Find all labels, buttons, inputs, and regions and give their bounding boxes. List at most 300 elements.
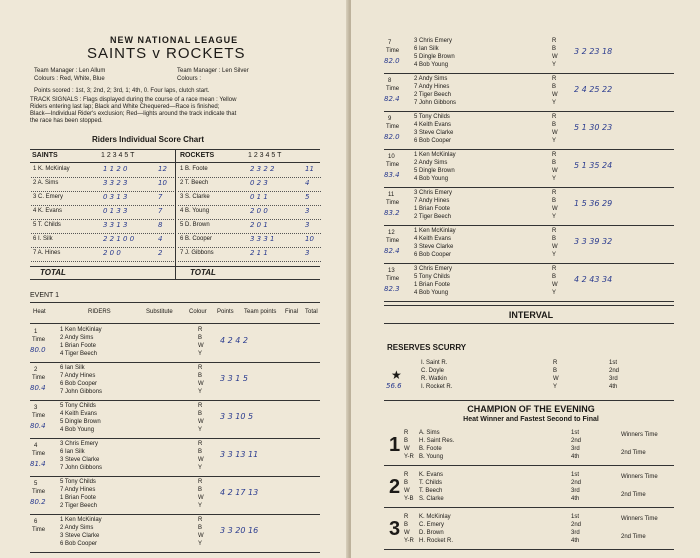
heat-rider: 5 Tony Childs xyxy=(60,403,96,409)
heat-time: 81.4 xyxy=(30,460,46,468)
reserve-rider: C. Doyle xyxy=(421,368,445,374)
rider-total: 3 xyxy=(305,221,310,229)
heat-points: 3 3 1 5 xyxy=(220,374,248,383)
row-rule xyxy=(31,205,174,206)
header-final: Final xyxy=(285,309,299,315)
champ-colour: B xyxy=(404,438,409,444)
reserve-place: 4th xyxy=(609,384,618,390)
heat-time-label: Time xyxy=(386,238,400,244)
heat-time-label: Time xyxy=(32,413,46,419)
rider-total: 5 xyxy=(305,193,310,201)
heat-colour: Y xyxy=(198,465,203,471)
rider-total: 3 xyxy=(305,207,310,215)
heat-time-label: Time xyxy=(386,200,400,206)
rider-total: 3 xyxy=(305,249,310,257)
signals-line-1: TRACK SIGNALS : Flags displayed during the course of a race mean : Yellow xyxy=(30,97,237,103)
champ-place: 4th xyxy=(571,538,580,544)
heat-rider: 5 Tony Childs xyxy=(60,479,96,485)
league-title: NEW NATIONAL LEAGUE xyxy=(110,35,239,45)
heat-points: 5 1 35 24 xyxy=(574,161,613,170)
heat-time: 82.0 xyxy=(384,57,400,65)
heat-rider: 1 Ken McKinlay xyxy=(60,517,102,523)
heat-rider: 7 Andy Hines xyxy=(60,373,96,379)
heat-colour: B xyxy=(552,236,557,242)
heat-rider: 6 Bob Cooper xyxy=(60,541,98,547)
rider-scores: 0 3 1 3 xyxy=(103,193,128,201)
champ-place: 1st xyxy=(571,514,580,520)
heat-number: 12 xyxy=(388,230,395,236)
fixture-title: SAINTS v ROCKETS xyxy=(87,45,246,62)
heat-rider: 3 Steve Clarke xyxy=(60,457,100,463)
heat-number: 3 xyxy=(34,405,38,411)
champ-rule xyxy=(384,549,674,550)
heat-rider: 5 Tony Childs xyxy=(414,114,450,120)
heat-time: 80.0 xyxy=(30,346,46,354)
heat-time: 82.3 xyxy=(384,285,400,293)
champ-rule xyxy=(384,465,674,466)
row-rule xyxy=(178,191,321,192)
heat-colour: R xyxy=(552,190,557,196)
heat-points: 3 3 10 5 xyxy=(220,412,254,421)
champion-subtitle: Heat Winner and Fastest Second to Final xyxy=(463,416,599,423)
saints-label: SAINTS xyxy=(32,152,58,159)
heat-colour: W xyxy=(198,495,204,501)
heat-rider: 5 Tony Childs xyxy=(414,274,450,280)
heat-rider: 7 John Gibbons xyxy=(60,389,103,395)
heat-points: 3 3 13 11 xyxy=(220,450,259,459)
champ-rider: C. Emery xyxy=(419,522,445,528)
heat-rider: 1 Ken McKinlay xyxy=(414,228,456,234)
signals-line-2: Riders entering last lap; Black and White Chequered—Race is finished; xyxy=(30,104,220,110)
away-manager: Team Manager : Len Silver xyxy=(177,68,249,74)
rider-name: 7 J. Gibbons xyxy=(180,250,214,256)
heat-colour: R xyxy=(198,365,203,371)
rider-total: 2 xyxy=(158,249,163,257)
heat-rule xyxy=(30,514,320,515)
rider-name: 5 T. Childs xyxy=(33,222,61,228)
heat-rider: 4 Keith Evans xyxy=(60,411,98,417)
rider-scores: 3 3 3 1 xyxy=(250,235,275,243)
second-time-label: 2nd Time xyxy=(621,492,646,498)
heat-time-label: Time xyxy=(32,375,46,381)
champ-rider: B. Foote xyxy=(419,446,442,452)
heat-colour: R xyxy=(198,403,203,409)
reserve-rider: I. Saint R. xyxy=(421,360,448,366)
champ-rider: T. Beech xyxy=(419,488,443,494)
champ-place: 2nd xyxy=(571,438,582,444)
row-rule xyxy=(31,247,174,248)
heat-rider: 4 Keith Evans xyxy=(414,122,452,128)
heat-rider: 2 Tiger Beech xyxy=(414,92,452,98)
rider-scores: 2 1 1 xyxy=(250,249,268,257)
heat-number: 13 xyxy=(388,268,395,274)
champ-place: 3rd xyxy=(571,530,580,536)
heat-colour: Y xyxy=(198,503,203,509)
heat-colour: W xyxy=(552,130,558,136)
heat-time-label: Time xyxy=(386,86,400,92)
heat-rule xyxy=(30,438,320,439)
second-time-label: 2nd Time xyxy=(621,534,646,540)
heat-colour: R xyxy=(552,38,557,44)
heat-time: 80.2 xyxy=(30,498,46,506)
heat-rider: 2 Andy Sims xyxy=(414,160,448,166)
second-time-label: 2nd Time xyxy=(621,450,646,456)
champ-place: 2nd xyxy=(571,480,582,486)
event-top-rule xyxy=(30,302,320,303)
champ-place: 2nd xyxy=(571,522,582,528)
winners-time-label: Winners Time xyxy=(621,516,658,522)
champ-heat-number: 3 xyxy=(389,518,401,540)
row-rule xyxy=(178,205,321,206)
chart-divider xyxy=(175,149,176,279)
heat-number: 10 xyxy=(388,154,395,160)
heat-number: 9 xyxy=(388,116,392,122)
heat-colour: Y xyxy=(552,62,557,68)
saints-total-label: TOTAL xyxy=(40,268,66,277)
rider-total: 4 xyxy=(305,179,310,187)
heat-points: 1 5 36 29 xyxy=(574,199,613,208)
rider-name: 5 D. Brown xyxy=(180,222,210,228)
heat-number: 8 xyxy=(388,78,392,84)
left-page xyxy=(0,0,349,558)
row-rule xyxy=(31,233,174,234)
heat-points: 3 3 39 32 xyxy=(574,237,613,246)
heat-colour: Y xyxy=(552,214,557,220)
heat-rider: 7 Andy Hines xyxy=(60,487,96,493)
heat-colour: W xyxy=(198,381,204,387)
heat-rider: 5 Dingle Brown xyxy=(60,419,101,425)
champ-colour: Y-B xyxy=(404,496,414,502)
heat-colour: W xyxy=(552,244,558,250)
heat-rider: 4 Bob Young xyxy=(414,176,449,182)
heat-colour: B xyxy=(552,122,557,128)
heat-rider: 7 John Gibbons xyxy=(60,465,103,471)
champ-place: 1st xyxy=(571,472,580,478)
rider-scores: 2 3 2 2 xyxy=(250,165,275,173)
heat-points: 2 4 25 22 xyxy=(574,85,613,94)
heat-rider: 7 John Gibbons xyxy=(414,100,457,106)
heat-rider: 2 Andy Sims xyxy=(60,525,94,531)
champ-place: 3rd xyxy=(571,446,580,452)
champ-colour: W xyxy=(404,488,410,494)
champ-rider: T. Childs xyxy=(419,480,443,486)
heat-number: 7 xyxy=(388,40,392,46)
heat-time: 82.0 xyxy=(384,133,400,141)
heat-colour: W xyxy=(552,282,558,288)
rider-total: 8 xyxy=(158,221,163,229)
heat-rider: 6 Bob Cooper xyxy=(414,138,452,144)
heat-colour: W xyxy=(198,457,204,463)
heat-colour: Y xyxy=(552,252,557,258)
heat-colour: W xyxy=(552,168,558,174)
heat-colour: R xyxy=(552,266,557,272)
heat-number: 4 xyxy=(34,443,38,449)
heat-colour: W xyxy=(552,92,558,98)
heat-time-label: Time xyxy=(386,162,400,168)
rider-scores: 2 0 0 xyxy=(250,207,268,215)
heat-rule xyxy=(30,476,320,477)
header-team-points: Team points xyxy=(244,309,277,315)
interval-top-rule xyxy=(384,305,674,306)
rider-name: 6 B. Cooper xyxy=(180,236,213,242)
rider-total: 11 xyxy=(305,165,314,173)
row-rule xyxy=(178,247,321,248)
heat-rider: 2 Andy Sims xyxy=(414,76,448,82)
heat-rider: 3 Steve Clarke xyxy=(60,533,100,539)
rider-name: 1 K. McKinlay xyxy=(33,166,70,172)
heat-rider: 6 Ian Silk xyxy=(414,46,439,52)
rider-scores: 0 1 1 xyxy=(250,193,268,201)
heat-rider: 4 Bob Young xyxy=(414,290,449,296)
interval-title: INTERVAL xyxy=(508,310,554,320)
heat-rider: 4 Tiger Beech xyxy=(60,351,98,357)
champ-colour: R xyxy=(404,472,409,478)
heat-colour: W xyxy=(198,419,204,425)
champ-heat-number: 2 xyxy=(389,476,401,498)
heat-rider: 5 Dingle Brown xyxy=(414,54,455,60)
heat-colour: B xyxy=(552,46,557,52)
rider-name: 3 C. Emery xyxy=(33,194,64,200)
rider-scores: 1 1 2 0 xyxy=(103,165,128,173)
heat-number: 1 xyxy=(34,329,38,335)
heat-colour: B xyxy=(552,160,557,166)
row-rule xyxy=(31,219,174,220)
heat-colour: B xyxy=(552,274,557,280)
rider-scores: 0 2 3 xyxy=(250,179,268,187)
heat-time-label: Time xyxy=(386,124,400,130)
rider-scores: 2 0 0 xyxy=(103,249,121,257)
header-heat: Heat xyxy=(33,309,46,315)
heat-rider: 1 Brian Foote xyxy=(60,343,97,349)
heat-time-label: Time xyxy=(386,276,400,282)
rockets-cols: 1 2 3 4 5 T xyxy=(248,152,282,159)
champ-rider: K. Evans xyxy=(419,472,444,478)
heat-rule xyxy=(384,149,674,150)
heat-points: 4 2 4 2 xyxy=(220,336,248,345)
header-total: Total xyxy=(305,309,318,315)
heat-time: 82.4 xyxy=(384,95,400,103)
heat-colour: Y xyxy=(198,389,203,395)
heat-points: 3 2 23 18 xyxy=(574,47,613,56)
heat-rider: 3 Steve Clarke xyxy=(414,244,454,250)
total-rule xyxy=(30,266,320,267)
rider-name: 4 K. Evans xyxy=(33,208,63,214)
rider-total: 12 xyxy=(158,165,167,173)
heat-points: 3 3 20 16 xyxy=(220,526,259,535)
heat-colour: Y xyxy=(198,541,203,547)
heat-colour: Y xyxy=(552,176,557,182)
header-substitute: Substitute xyxy=(146,309,173,315)
saints-cols: 1 2 3 4 5 T xyxy=(101,152,135,159)
away-colours: Colours : xyxy=(177,76,202,82)
star-icon: ★ xyxy=(391,368,402,382)
heat-time-label: Time xyxy=(32,451,46,457)
heat-time: 83.2 xyxy=(384,209,400,217)
champ-rider: B. Young xyxy=(419,454,444,460)
heat-rider: 3 Chris Emery xyxy=(414,266,453,272)
rider-scores: 2 2 1 0 0 xyxy=(103,235,135,243)
rider-total: 7 xyxy=(158,207,163,215)
row-rule xyxy=(178,261,321,262)
signals-line-3: Black—Individual Rider's exclusion; Red—lights around the track indicate that xyxy=(30,111,237,117)
rider-scores: 3 3 2 3 xyxy=(103,179,128,187)
heat-colour: R xyxy=(198,479,203,485)
heat-number: 2 xyxy=(34,367,38,373)
heat-colour: Y xyxy=(198,351,203,357)
rider-name: 7 A. Hines xyxy=(33,250,61,256)
champ-colour: W xyxy=(404,530,410,536)
rider-name: 1 B. Foote xyxy=(180,166,208,172)
heat-time: 83.4 xyxy=(384,171,400,179)
heat-rider: 6 Ian Silk xyxy=(60,365,85,371)
heat-colour: R xyxy=(198,327,203,333)
rockets-total-label: TOTAL xyxy=(190,268,216,277)
heat-rider: 4 Bob Young xyxy=(60,427,95,433)
heat-colour: Y xyxy=(552,138,557,144)
champ-rider: A. Sims xyxy=(419,430,440,436)
heat-colour: W xyxy=(198,533,204,539)
champ-rider: S. Clarke xyxy=(419,496,444,502)
home-colours: Colours : Red, White, Blue xyxy=(34,76,105,82)
heat-colour: B xyxy=(198,525,203,531)
right-page xyxy=(351,0,700,558)
rockets-label: ROCKETS xyxy=(180,152,215,159)
heat-time: 82.4 xyxy=(384,247,400,255)
champ-colour: B xyxy=(404,480,409,486)
heat-time: 80.4 xyxy=(30,422,46,430)
chart-bottom-rule xyxy=(30,279,320,280)
heat-colour: B xyxy=(198,411,203,417)
winners-time-label: Winners Time xyxy=(621,474,658,480)
heat-rider: 4 Keith Evans xyxy=(414,236,452,242)
heat-rider: 2 Tiger Beech xyxy=(414,214,452,220)
champ-colour: W xyxy=(404,446,410,452)
rider-name: 2 T. Beech xyxy=(180,180,209,186)
champ-rider: H. Rocket R. xyxy=(419,538,454,544)
reserves-time: 56.6 xyxy=(386,382,402,390)
heat-colour: W xyxy=(552,206,558,212)
event-label: EVENT 1 xyxy=(30,292,60,299)
heat-time-label: Time xyxy=(32,527,46,533)
champ-place: 4th xyxy=(571,454,580,460)
heat-colour: R xyxy=(198,441,203,447)
rider-scores: 3 3 1 3 xyxy=(103,221,128,229)
rider-scores: 0 1 3 3 xyxy=(103,207,128,215)
rider-name: 4 B. Young xyxy=(180,208,210,214)
heat-colour: R xyxy=(552,152,557,158)
champion-title: CHAMPION OF THE EVENING xyxy=(467,404,595,414)
heat-colour: R xyxy=(552,114,557,120)
reserve-colour: B xyxy=(553,368,558,374)
heat-rider: 6 Bob Cooper xyxy=(60,381,98,387)
champion-top-rule xyxy=(384,400,674,401)
champ-place: 4th xyxy=(571,496,580,502)
heat-colour: Y xyxy=(552,290,557,296)
heat-time-label: Time xyxy=(32,489,46,495)
heat-rule xyxy=(384,301,674,302)
heat-colour: Y xyxy=(552,100,557,106)
champ-colour: Y-R xyxy=(404,454,414,460)
heat-rule xyxy=(384,187,674,188)
heat-rule xyxy=(30,362,320,363)
heat-time: 80.4 xyxy=(30,384,46,392)
header-riders: RIDERS xyxy=(88,309,111,315)
heat-rider: 7 Andy Hines xyxy=(414,84,450,90)
heat-rider: 3 Steve Clarke xyxy=(414,130,454,136)
champ-rule xyxy=(384,507,674,508)
row-rule xyxy=(31,261,174,262)
heat-rider: 6 Bob Cooper xyxy=(414,252,452,258)
rider-total: 10 xyxy=(305,235,314,243)
row-rule xyxy=(178,219,321,220)
heat-points: 4 2 43 34 xyxy=(574,275,613,284)
heat-colour: B xyxy=(198,373,203,379)
champ-rider: K. McKinlay xyxy=(419,514,451,520)
champ-colour: R xyxy=(404,514,409,520)
champ-place: 1st xyxy=(571,430,580,436)
rider-scores: 2 0 1 xyxy=(250,221,268,229)
header-colour: Colour xyxy=(189,309,207,315)
heat-rider: 1 Brian Foote xyxy=(60,495,97,501)
rider-name: 2 A. Sims xyxy=(33,180,59,186)
reserve-rider: I. Rocket R. xyxy=(421,384,453,390)
heat-colour: B xyxy=(552,198,557,204)
heat-rider: 2 Tiger Beech xyxy=(60,503,98,509)
winners-time-label: Winners Time xyxy=(621,432,658,438)
reserve-colour: Y xyxy=(553,384,558,390)
heat-rider: 1 Brian Foote xyxy=(414,282,451,288)
heat-time-label: Time xyxy=(386,48,400,54)
heat-number: 11 xyxy=(388,192,395,198)
heat-colour: R xyxy=(198,517,203,523)
interval-bottom-rule xyxy=(384,323,674,324)
rider-name: 3 S. Clarke xyxy=(180,194,210,200)
row-rule xyxy=(178,177,321,178)
heat-rider: 1 Ken McKinlay xyxy=(414,152,456,158)
heat-rider: 3 Chris Emery xyxy=(414,190,453,196)
heat-rule xyxy=(384,263,674,264)
heat-rule xyxy=(384,225,674,226)
reserve-place: 1st xyxy=(609,360,618,366)
heat-colour: B xyxy=(198,335,203,341)
heat-rule xyxy=(30,552,320,553)
heat-colour: B xyxy=(552,84,557,90)
heat-rider: 3 Chris Emery xyxy=(414,38,453,44)
row-rule xyxy=(178,233,321,234)
row-rule xyxy=(31,177,174,178)
heat-colour: W xyxy=(552,54,558,60)
rider-name: 6 I. Silk xyxy=(33,236,53,242)
reserve-rider: R. Watkin xyxy=(421,376,447,382)
heat-number: 5 xyxy=(34,481,38,487)
rider-total: 10 xyxy=(158,179,167,187)
heat-rule xyxy=(384,73,674,74)
champ-colour: B xyxy=(404,522,409,528)
heat-points: 4 2 17 13 xyxy=(220,488,259,497)
champ-place: 3rd xyxy=(571,488,580,494)
heat-number: 6 xyxy=(34,519,38,525)
heat-rule xyxy=(384,111,674,112)
champ-colour: Y-R xyxy=(404,538,414,544)
heat-rider: 4 Bob Young xyxy=(414,62,449,68)
champ-rider: H. Saint Res. xyxy=(419,438,455,444)
heat-colour: Y xyxy=(198,427,203,433)
heat-colour: B xyxy=(198,449,203,455)
reserves-title: RESERVES SCURRY xyxy=(387,343,467,352)
signals-line-4: the race has been stopped. xyxy=(30,118,103,124)
heat-rider: 3 Chris Emery xyxy=(60,441,99,447)
header-points: Points xyxy=(217,309,234,315)
